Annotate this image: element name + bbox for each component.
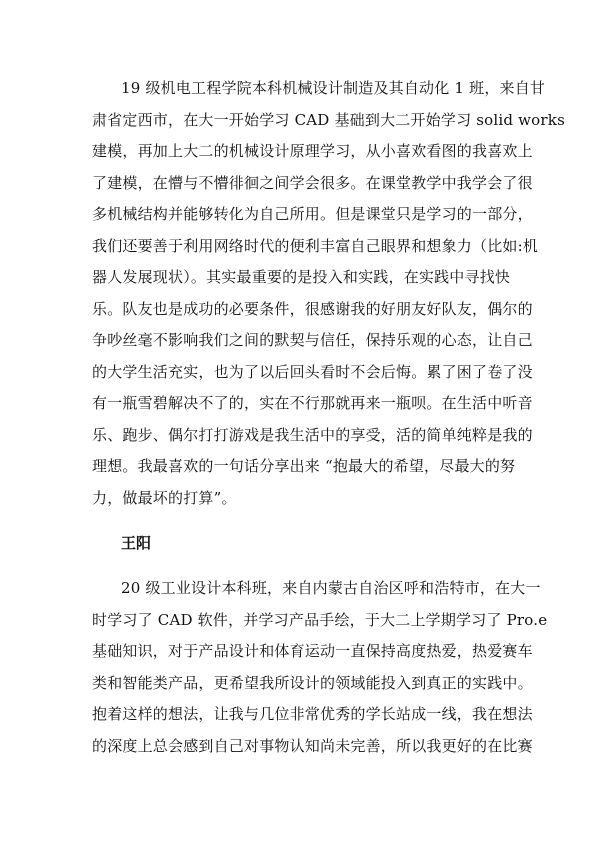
text-line: 类和智能类产品，更希望我所设计的领域能投入到真正的实践中。 — [92, 673, 533, 692]
text-line: 20 级工业设计本科班，来自内蒙古自治区呼和浩特市，在大一 — [121, 579, 541, 597]
paragraph-intro-1 — [92, 73, 565, 514]
text-line: 力，做最坏的打算”。 — [92, 488, 237, 507]
text-line: 时学习了 CAD 软件，并学习产品手绘，于大二上学期学习了 Pro.e — [92, 610, 548, 629]
text-line: 器人发展现状）。其实最重要的是投入和实践，在实践中寻找快 — [92, 268, 511, 286]
text-line: 有一瓶雪碧解决不了的，实在不行那就再来一瓶呗。在生活中听音 — [92, 394, 533, 412]
text-line: 多机械结构并能够转化为自己所用。但是课堂只是学习的一部分， — [92, 205, 533, 223]
text-line: 肃省定西市，在大一开始学习 CAD 基础到大二开始学习 solid works — [92, 110, 565, 129]
text-line: 乐。队友也是成功的必要条件，很感谢我的好朋友好队友，偶尔的 — [92, 299, 533, 318]
text-line: 建模，再加上大二的机械设计原理学习，从小喜欢看图的我喜欢上 — [92, 142, 533, 160]
text-line: 的大学生活充实，也为了以后回头看时不会后悔。累了困了卷了没 — [92, 362, 533, 381]
text-line: 19 级机电工程学院本科机械设计制造及其自动化 1 班，来自甘 — [121, 79, 546, 97]
paragraph-intro-2 — [92, 573, 548, 762]
text-line: 乐、跑步、偶尔打打游戏是我生活中的享受，活的简单纯粹是我的 — [92, 425, 533, 444]
text-line: 我们还要善于利用网络时代的便利丰富自己眼界和想象力（比如:机 — [92, 236, 539, 255]
text-line: 争吵丝毫不影响我们之间的默契与信任，保持乐观的心态，让自己 — [92, 331, 533, 349]
section-heading-name: 王阳 — [121, 534, 152, 552]
text-line: 了建模，在懵与不懵徘徊之间学会很多。在课堂教学中我学会了很 — [92, 173, 533, 192]
text-line: 理想。我最喜欢的一句话分享出来 “抱最大的希望，尽最大的努 — [92, 457, 516, 475]
text-line: 的深度上总会感到自己对事物认知尚未完善，所以我更好的在比赛 — [92, 736, 533, 755]
text-line: 抱着这样的想法，让我与几位非常优秀的学长站成一线，我在想法 — [92, 705, 533, 723]
text-line: 基础知识，对于产品设计和体育运动一直保持高度热爱，热爱赛车 — [92, 642, 533, 660]
